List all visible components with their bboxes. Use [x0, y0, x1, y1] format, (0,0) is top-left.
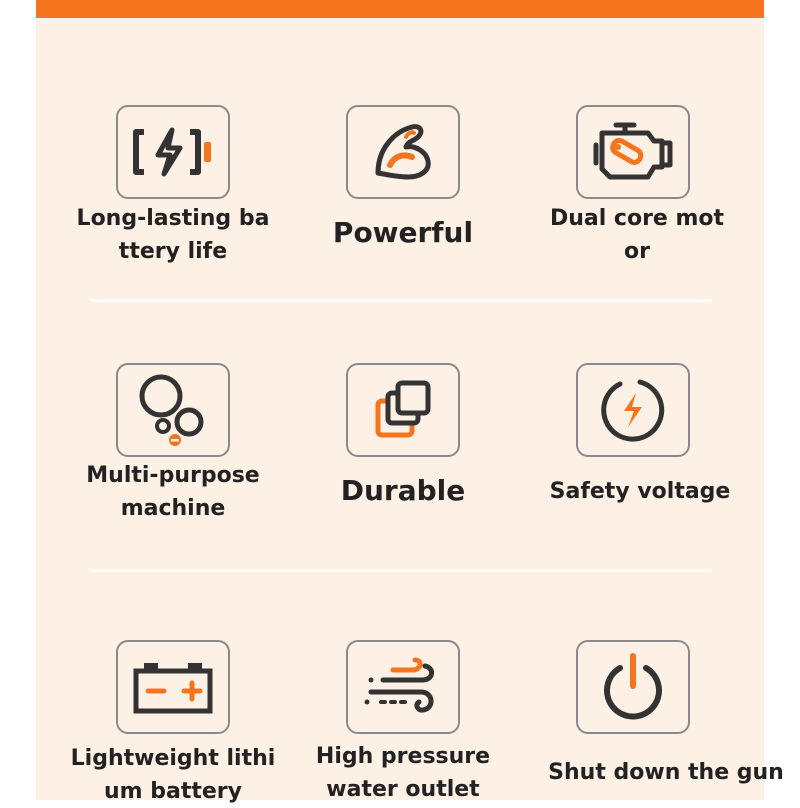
feature-tile-multi-purpose: [116, 363, 230, 457]
accent-top-bar: [36, 0, 764, 18]
feature-label-multi-purpose: Multi-purpose machine: [86, 463, 260, 521]
feature-label-shut-down: Shut down the gun: [548, 760, 784, 785]
power-button-icon: [596, 650, 670, 724]
lightning-circle-icon: [596, 373, 670, 447]
feature-label-durable: Durable: [340, 474, 466, 507]
engine-motor-icon: [590, 119, 676, 185]
feature-tile-durable: [346, 363, 460, 457]
feature-tile-dual-core-motor: [576, 105, 690, 199]
row-divider: [90, 299, 712, 302]
flexed-arm-icon: [368, 117, 438, 187]
row-divider: [90, 569, 712, 572]
feature-tile-safety-voltage: [576, 363, 690, 457]
wind-pressure-icon: [363, 654, 443, 720]
feature-tile-shut-down: [576, 640, 690, 734]
feature-tile-powerful: [346, 105, 460, 199]
feature-tile-battery-life: [116, 105, 230, 199]
feature-label-dual-core-motor: Dual core mot or: [549, 206, 725, 264]
feature-tile-lithium-battery: [116, 640, 230, 734]
feature-label-battery-life: Long-lasting ba ttery life: [76, 206, 270, 264]
multi-circle-icon: [133, 370, 213, 450]
feature-label-lithium-battery: Lightweight lithi um battery: [70, 746, 276, 804]
car-battery-icon: [130, 657, 216, 717]
feature-tile-high-pressure: [346, 640, 460, 734]
battery-charging-icon: [128, 122, 218, 182]
layered-squares-icon: [370, 377, 436, 443]
feature-label-powerful: Powerful: [332, 216, 474, 249]
feature-label-high-pressure: High pressure water outlet: [315, 744, 491, 802]
feature-label-safety-voltage: Safety voltage: [549, 479, 731, 504]
